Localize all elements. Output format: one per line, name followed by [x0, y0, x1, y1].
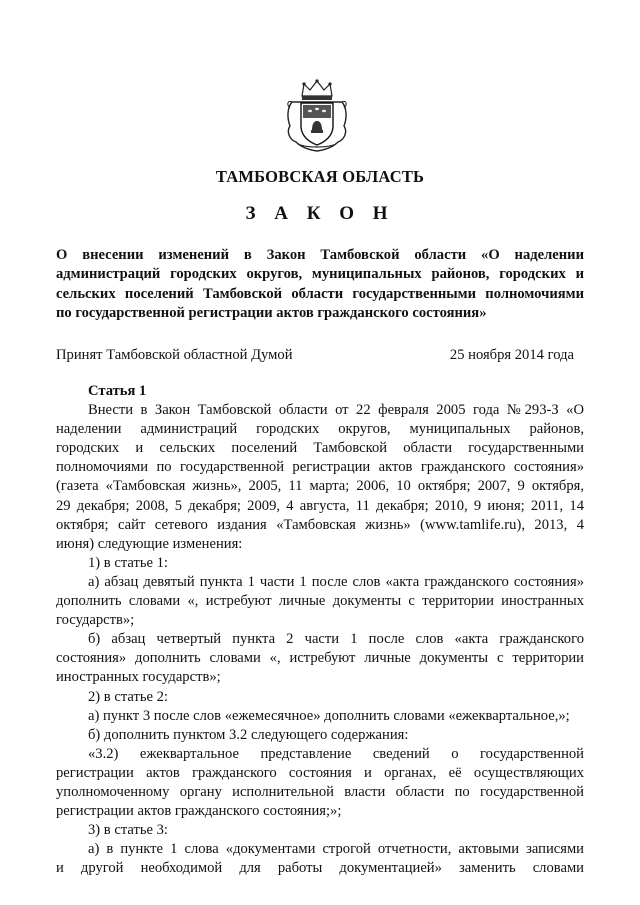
adoption-line — [56, 347, 574, 364]
article-line: октября; сайт сетевого издания «Тамбовская жизнь» (www.tamlife.ru), 2013, 4 — [56, 516, 584, 533]
article-line: и другой необходимой для работы документацией» заменить словами — [56, 860, 584, 877]
article-line: иностранных государств»; — [56, 669, 221, 686]
adopted-by: Принят Тамбовской областной Думой — [56, 347, 293, 363]
article-line: уполномоченному органу исполнительной власти области по государственной — [56, 783, 584, 800]
adoption-date: 25 ноября 2014 года — [449, 347, 574, 363]
law-title-line: администраций городских округов, муниципальных районов, городских и — [56, 266, 584, 283]
article-line: 2) в статье 2: — [88, 688, 168, 705]
law-title — [56, 246, 584, 323]
law-title-line: О внесении изменений в Закон Тамбовской области «О наделении — [56, 247, 584, 263]
article-line: 1) в статье 1: — [88, 554, 168, 571]
article-line: полномочиями по государственной регистрации актов гражданского состояния» — [56, 459, 584, 476]
article-line: 3) в статье 3: — [88, 822, 168, 839]
document-type: З А К О Н — [245, 203, 395, 224]
article-line: а) пункт 3 после слов «ежемесячное» дополнить словами «ежеквартальное,»; — [88, 707, 570, 724]
article-line: 29 декабря; 2008, 5 декабря; 2009, 4 августа, 11 декабря; 2010, 9 июня; 2011, 14 — [56, 497, 584, 514]
article-line: Внести в Закон Тамбовской области от 22 февраля 2005 года №293-З «О — [88, 402, 584, 419]
article-line: дополнить словами «, истребуют личные документы с территории иностранных — [56, 593, 584, 610]
coat-of-arms-emblem — [284, 78, 350, 152]
article-line: городских и сельских поселений Тамбовской области государственными — [56, 440, 584, 457]
article-line: (газета «Тамбовская жизнь», 2005, 11 марта; 2006, 10 октября; 2007, 9 октября, — [56, 478, 584, 495]
article-line: регистрации актов гражданского состояния;»; — [56, 803, 342, 820]
article-body — [56, 382, 584, 878]
law-title-line: сельских поселений Тамбовской области государственными полномочиями — [56, 285, 584, 302]
article-line: регистрации актов гражданского состояния и органах, её осуществляющих — [56, 764, 584, 781]
article-line: наделении администраций городских округов, муниципальных районов, — [56, 421, 584, 438]
article-line: июня) следующие изменения: — [56, 535, 243, 552]
article-heading: Статья 1 — [88, 383, 147, 399]
article-line: а) в пункте 1 слова «документами строгой отчетности, актовыми записями — [88, 841, 584, 858]
article-line: государств»; — [56, 612, 135, 629]
article-line: состояния» дополнить словами «, истребуют личные документы с территории — [56, 650, 584, 667]
law-title-line: по государственной регистрации актов гражданского состояния» — [56, 304, 487, 321]
article-line: б) абзац четвертый пункта 2 части 1 после слов «акта гражданского — [88, 631, 584, 648]
article-line: «3.2) ежеквартальное представление сведений о государственной — [88, 745, 584, 762]
article-line: б) дополнить пунктом 3.2 следующего содержания: — [88, 726, 409, 743]
article-line: а) абзац девятый пункта 1 части 1 после слов «акта гражданского состояния» — [88, 573, 584, 590]
region-name: ТАМБОВСКАЯ ОБЛАСТЬ — [215, 167, 425, 186]
